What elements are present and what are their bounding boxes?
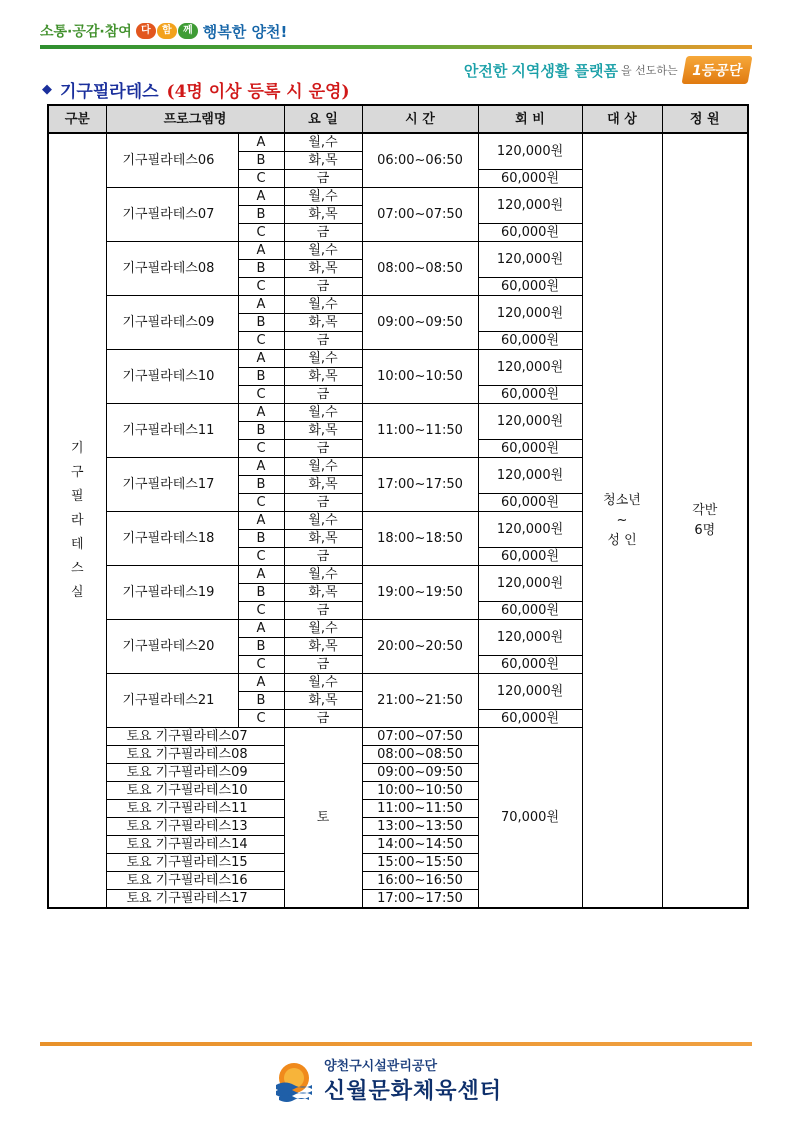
class-code: C [238, 548, 284, 566]
saturday-time: 10:00~10:50 [362, 782, 478, 800]
class-code: B [238, 314, 284, 332]
division-char: 스 [70, 560, 84, 576]
class-days: 월,수 [284, 350, 362, 368]
header-division: 구분 [48, 105, 106, 133]
class-code: B [238, 368, 284, 386]
class-code: A [238, 512, 284, 530]
fee-c: 60,000원 [478, 440, 582, 458]
sun-wave-logo-icon [272, 1058, 316, 1102]
class-code: B [238, 260, 284, 278]
class-days: 금 [284, 656, 362, 674]
fee-c: 60,000원 [478, 656, 582, 674]
class-days: 월,수 [284, 296, 362, 314]
class-code: B [238, 584, 284, 602]
diamond-icon: ◆ [42, 81, 52, 97]
class-days: 금 [284, 548, 362, 566]
class-days: 금 [284, 602, 362, 620]
saturday-time: 09:00~09:50 [362, 764, 478, 782]
program-name: 기구필라테스06 [106, 133, 238, 188]
program-time: 19:00~19:50 [362, 566, 478, 620]
class-days: 월,수 [284, 620, 362, 638]
target-cell [582, 133, 662, 908]
class-days: 금 [284, 710, 362, 728]
saturday-program-name: 토요 기구필라테스14 [106, 836, 284, 854]
footer-center-name: 신월문화체육센터 [324, 1079, 503, 1104]
fee-ab: 120,000원 [478, 188, 582, 224]
class-code: A [238, 458, 284, 476]
fee-ab: 120,000원 [478, 350, 582, 386]
slogan-text-2: 행복한 양천! [202, 22, 288, 41]
program-name: 기구필라테스18 [106, 512, 238, 566]
class-days: 금 [284, 224, 362, 242]
class-days: 화,목 [284, 206, 362, 224]
class-days: 월,수 [284, 512, 362, 530]
section-title-note: (4명 이상 등록 시 운영) [166, 81, 350, 102]
section-title-name: 기구필라테스 [60, 81, 159, 102]
header-program: 프로그램명 [106, 105, 284, 133]
class-code: C [238, 656, 284, 674]
class-code: C [238, 710, 284, 728]
capacity-cell [662, 133, 748, 908]
class-days: 월,수 [284, 566, 362, 584]
header-slogan [40, 18, 287, 44]
slogan-text: 소통·공감·참여 [40, 24, 132, 40]
fee-ab: 120,000원 [478, 566, 582, 602]
program-time: 18:00~18:50 [362, 512, 478, 566]
class-code: A [238, 242, 284, 260]
fee-c: 60,000원 [478, 710, 582, 728]
header-target: 대 상 [582, 105, 662, 133]
class-days: 금 [284, 494, 362, 512]
class-days: 월,수 [284, 458, 362, 476]
class-code: B [238, 422, 284, 440]
class-code: C [238, 278, 284, 296]
class-code: B [238, 530, 284, 548]
fee-c: 60,000원 [478, 602, 582, 620]
saturday-time: 07:00~07:50 [362, 728, 478, 746]
division-cell [48, 133, 106, 908]
class-days: 화,목 [284, 692, 362, 710]
class-days: 화,목 [284, 530, 362, 548]
fee-c: 60,000원 [478, 548, 582, 566]
fee-c: 60,000원 [478, 332, 582, 350]
class-code: B [238, 152, 284, 170]
program-time: 11:00~11:50 [362, 404, 478, 458]
table-body [48, 133, 748, 908]
class-code: B [238, 476, 284, 494]
class-code: A [238, 566, 284, 584]
schedule-table [47, 104, 749, 909]
class-days: 금 [284, 170, 362, 188]
fee-c: 60,000원 [478, 278, 582, 296]
division-char: 구 [70, 464, 84, 480]
class-days: 화,목 [284, 638, 362, 656]
header-days: 요 일 [284, 105, 362, 133]
fee-ab: 120,000원 [478, 620, 582, 656]
program-name: 기구필라테스17 [106, 458, 238, 512]
capacity-line: 6명 [694, 522, 716, 538]
division-char: 테 [70, 536, 84, 552]
class-days: 화,목 [284, 368, 362, 386]
table-header-row [48, 105, 748, 133]
saturday-time: 14:00~14:50 [362, 836, 478, 854]
saturday-program-name: 토요 기구필라테스16 [106, 872, 284, 890]
program-name: 기구필라테스21 [106, 674, 238, 728]
class-days: 금 [284, 278, 362, 296]
saturday-fee: 70,000원 [478, 728, 582, 909]
slogan-badge-3: 께 [178, 23, 198, 39]
header-fee: 회 비 [478, 105, 582, 133]
fee-c: 60,000원 [478, 494, 582, 512]
division-char: 라 [70, 512, 84, 528]
footer-org: 양천구시설관리공단 [324, 1059, 438, 1074]
footer [272, 1052, 502, 1108]
fee-ab: 120,000원 [478, 242, 582, 278]
program-time: 08:00~08:50 [362, 242, 478, 296]
fee-c: 60,000원 [478, 170, 582, 188]
fee-ab: 120,000원 [478, 458, 582, 494]
class-days: 화,목 [284, 422, 362, 440]
fee-ab: 120,000원 [478, 512, 582, 548]
fee-ab: 120,000원 [478, 296, 582, 332]
saturday-time: 16:00~16:50 [362, 872, 478, 890]
target-line: 성 인 [607, 532, 637, 548]
header-capacity: 정 원 [662, 105, 748, 133]
saturday-program-name: 토요 기구필라테스07 [106, 728, 284, 746]
class-days: 화,목 [284, 152, 362, 170]
class-days: 금 [284, 332, 362, 350]
program-name: 기구필라테스09 [106, 296, 238, 350]
class-code: C [238, 602, 284, 620]
class-code: B [238, 692, 284, 710]
program-time: 21:00~21:50 [362, 674, 478, 728]
program-name: 기구필라테스08 [106, 242, 238, 296]
saturday-time: 17:00~17:50 [362, 890, 478, 909]
tagline-c: 을 선도하는 [621, 64, 678, 77]
fee-ab: 120,000원 [478, 674, 582, 710]
class-code: C [238, 440, 284, 458]
class-days: 금 [284, 440, 362, 458]
class-days: 월,수 [284, 188, 362, 206]
saturday-program-name: 토요 기구필라테스13 [106, 818, 284, 836]
class-days: 월,수 [284, 242, 362, 260]
class-code: A [238, 404, 284, 422]
tagline-b: 지역생활 플랫폼 [511, 61, 619, 80]
saturday-program-name: 토요 기구필라테스10 [106, 782, 284, 800]
class-code: C [238, 224, 284, 242]
class-days: 월,수 [284, 674, 362, 692]
division-char: 기 [70, 440, 84, 456]
program-name: 기구필라테스07 [106, 188, 238, 242]
saturday-program-name: 토요 기구필라테스11 [106, 800, 284, 818]
header-divider [40, 45, 752, 49]
program-name: 기구필라테스11 [106, 404, 238, 458]
division-char: 실 [70, 584, 84, 600]
class-code: C [238, 386, 284, 404]
footer-divider [40, 1042, 752, 1046]
slogan-badge-2: 함 [157, 23, 177, 39]
class-days: 화,목 [284, 314, 362, 332]
program-time: 17:00~17:50 [362, 458, 478, 512]
class-days: 화,목 [284, 584, 362, 602]
capacity-line: 각반 [692, 502, 718, 518]
fee-ab: 120,000원 [478, 404, 582, 440]
fee-c: 60,000원 [478, 386, 582, 404]
saturday-program-name: 토요 기구필라테스15 [106, 854, 284, 872]
program-name: 기구필라테스20 [106, 620, 238, 674]
target-line: ~ [616, 512, 628, 528]
target-line: 청소년 [603, 492, 641, 508]
program-time: 09:00~09:50 [362, 296, 478, 350]
program-name: 기구필라테스10 [106, 350, 238, 404]
division-char: 필 [70, 488, 84, 504]
header-time: 시 간 [362, 105, 478, 133]
saturday-program-name: 토요 기구필라테스08 [106, 746, 284, 764]
saturday-day: 토 [284, 728, 362, 909]
class-code: A [238, 133, 284, 152]
class-code: A [238, 350, 284, 368]
saturday-time: 13:00~13:50 [362, 818, 478, 836]
saturday-time: 08:00~08:50 [362, 746, 478, 764]
class-code: C [238, 332, 284, 350]
class-days: 금 [284, 386, 362, 404]
class-days: 월,수 [284, 133, 362, 152]
saturday-program-name: 토요 기구필라테스09 [106, 764, 284, 782]
class-code: A [238, 620, 284, 638]
slogan-badge [136, 23, 199, 39]
fee-ab: 120,000원 [478, 133, 582, 170]
slogan-badge-1: 다 [136, 23, 156, 39]
class-days: 화,목 [284, 476, 362, 494]
schedule-table-wrap [47, 104, 749, 909]
saturday-time: 15:00~15:50 [362, 854, 478, 872]
class-code: A [238, 674, 284, 692]
saturday-time: 11:00~11:50 [362, 800, 478, 818]
class-days: 화,목 [284, 260, 362, 278]
section-title [42, 76, 350, 102]
tagline-a: 안전한 [463, 61, 508, 80]
table-row [48, 133, 748, 152]
program-name: 기구필라테스19 [106, 566, 238, 620]
tagline-badge: 1등공단 [681, 56, 752, 84]
class-code: A [238, 296, 284, 314]
class-code: C [238, 494, 284, 512]
program-time: 07:00~07:50 [362, 188, 478, 242]
class-code: B [238, 638, 284, 656]
class-days: 월,수 [284, 404, 362, 422]
saturday-program-name: 토요 기구필라테스17 [106, 890, 284, 909]
fee-c: 60,000원 [478, 224, 582, 242]
class-code: A [238, 188, 284, 206]
class-code: C [238, 170, 284, 188]
program-time: 10:00~10:50 [362, 350, 478, 404]
program-time: 06:00~06:50 [362, 133, 478, 188]
header-tagline [464, 56, 750, 84]
class-code: B [238, 206, 284, 224]
program-time: 20:00~20:50 [362, 620, 478, 674]
